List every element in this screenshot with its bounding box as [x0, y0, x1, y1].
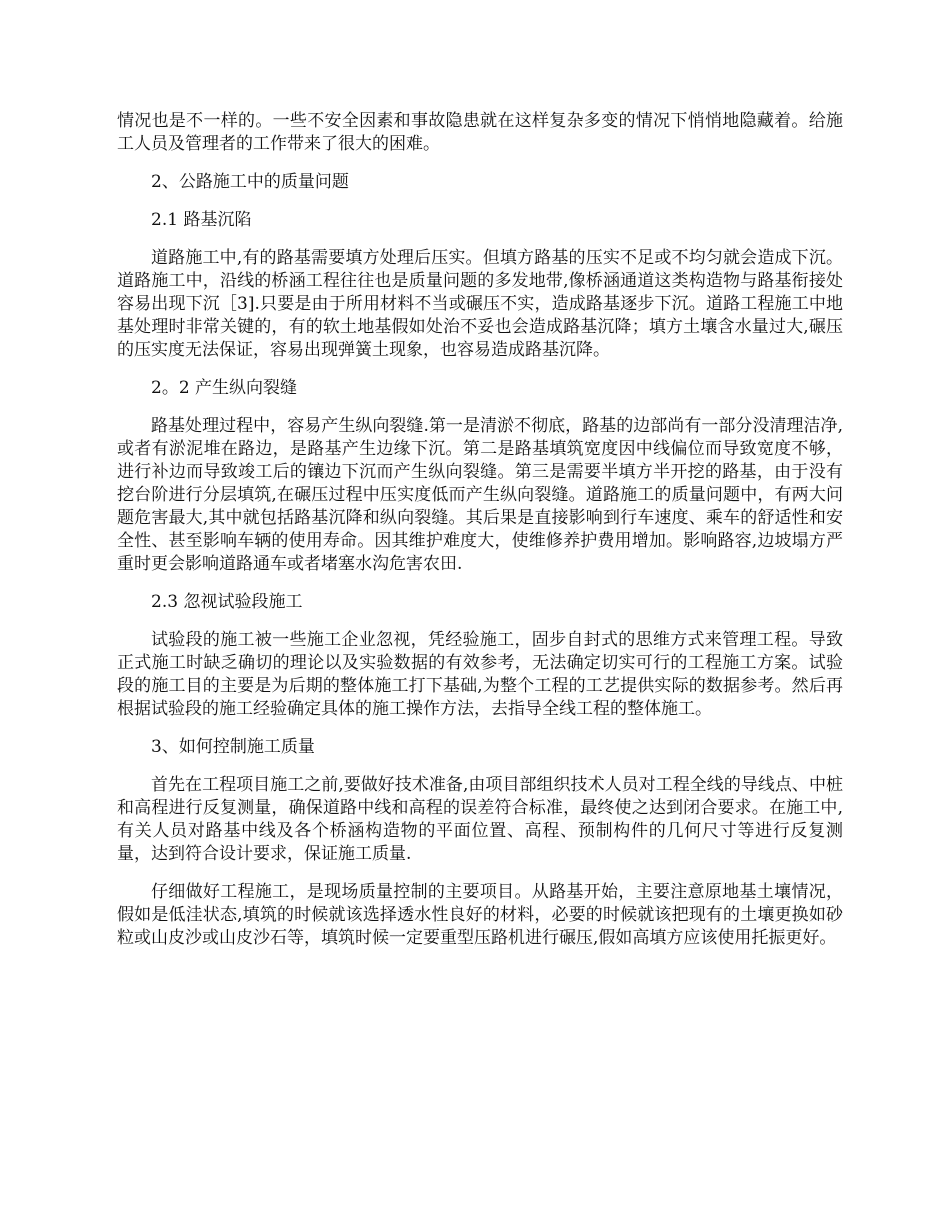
paragraph-technical-preparation: 首先在工程项目施工之前,要做好技术准备,由项目部组织技术人员对工程全线的导线点、中桩和高程进行反复测量，确保道路中线和高程的误差符合标准，最终使之达到闭合要求。在施工中,有关人员对路基中线及各个桥涵构造物的平面位置、高程、预制构件的几何尺寸等进行反复测量，达到符合设计要求，保证施工质量.: [117, 775, 843, 864]
paragraph-longitudinal-cracks: 路基处理过程中，容易产生纵向裂缝.第一是清淤不彻底，路基的边部尚有一部分没清理洁净,或者有淤泥堆在路边，是路基产生边缘下沉。第二是路基填筑宽度因中线偏位而导致宽度不够，进行补边而导致竣工后的镶边下沉而产生纵向裂缝。第三是需要半填方半开挖的路基，由于没有挖台阶进行分层填筑,在碾压过程中压实度低而产生纵向裂缝。道路施工的质量问题中，有两大问题危害最大,其中就包括路基沉降和纵向裂缝。其后果是直接影响到行车速度、乘车的舒适性和安全性、甚至影响车辆的使用寿命。因其维护难度大，使维修养护费用增加。影响路容,边坡塌方严重时更会影响道路通车或者堵塞水沟危害农田.: [117, 416, 843, 574]
section-heading-2: 2、公路施工中的质量问题: [151, 172, 349, 192]
document-page: [117, 110, 843, 965]
subsection-heading-2-1: 2.1 路基沉陷: [151, 210, 252, 230]
subsection-heading-2-2: 2。2 产生纵向裂缝: [151, 378, 298, 398]
section-heading-3: 3、如何控制施工质量: [151, 737, 315, 757]
subsection-heading-2-3: 2.3 忽视试验段施工: [151, 592, 303, 612]
paragraph-subgrade-settlement: 道路施工中,有的路基需要填方处理后压实。但填方路基的压实不足或不均匀就会造成下沉。道路施工中，沿线的桥涵工程往往也是质量问题的多发地带,像桥涵通道这类构造物与路基衔接处容易出现下沉［3].只要是由于所用材料不当或碾压不实，造成路基逐步下沉。道路工程施工中地基处理时非常关键的，有的软土地基假如处治不妥也会造成路基沉降；填方土壤含水量过大,碾压的压实度无法保证，容易出现弹簧土现象，也容易造成路基沉降。: [117, 248, 843, 360]
paragraph-continued: 情况也是不一样的。一些不安全因素和事故隐患就在这样复杂多变的情况下悄悄地隐藏着。给施工人员及管理者的工作带来了很大的困难。: [117, 111, 843, 154]
paragraph-construction-work: 仔细做好工程施工，是现场质量控制的主要项目。从路基开始，主要注意原地基土壤情况，假如是低洼状态,填筑的时候就该选择透水性良好的材料，必要的时候就该把现有的土壤更换如砂粒或山皮沙或山皮沙石等，填筑时候一定要重型压路机进行碾压,假如高填方应该使用托振更好。: [117, 882, 843, 948]
paragraph-test-section: 试验段的施工被一些施工企业忽视，凭经验施工，固步自封式的思维方式来管理工程。导致正式施工时缺乏确切的理论以及实验数据的有效参考，无法确定切实可行的工程施工方案。试验段的施工目的主要是为后期的整体施工打下基础,为整个工程的工艺提供实际的数据参考。然后再根据试验段的施工经验确定具体的施工操作方法，去指导全线工程的整体施工。: [117, 630, 843, 719]
